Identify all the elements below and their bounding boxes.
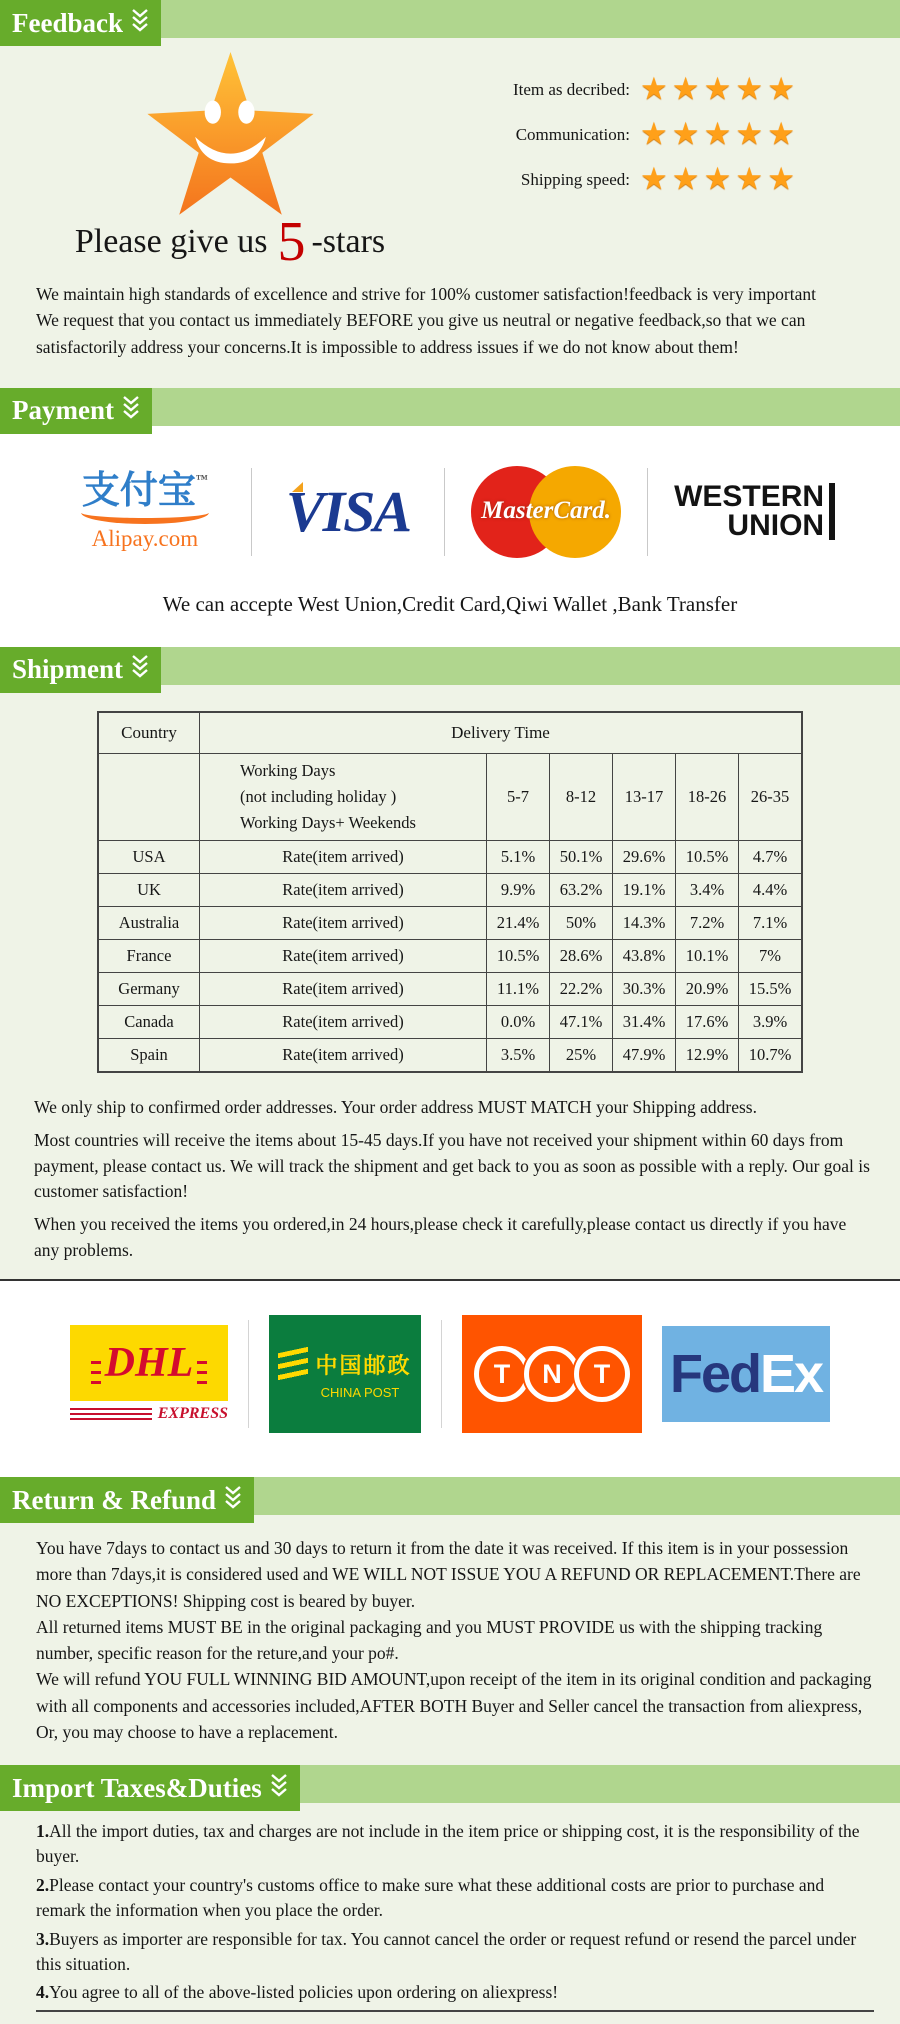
taxes-header bbox=[0, 1765, 300, 1811]
dhl-express-row bbox=[70, 1405, 228, 1423]
star-icon: ★ bbox=[671, 71, 704, 107]
five-star-icons bbox=[640, 116, 799, 152]
rate-cell: 5.1% bbox=[487, 840, 550, 873]
table-row bbox=[98, 753, 802, 840]
mastercard-text: MasterCard. bbox=[481, 496, 612, 524]
country-cell: France bbox=[98, 939, 200, 972]
payment-note: We can accepte West Union,Credit Card,Qiwi Wallet ,Bank Transfer bbox=[0, 576, 900, 647]
rate-label-cell: Rate(item arrived) bbox=[200, 972, 487, 1005]
day-range-cell: 26-35 bbox=[739, 753, 803, 840]
rate-label-cell: Rate(item arrived) bbox=[200, 1038, 487, 1072]
return-paragraph: We will refund YOU FULL WINNING BID AMOUNT,upon receipt of the item in its original condition and packaging with all components and accessories included,AFTER BOTH Buyer and Seller cancel the transaction from aliexpress, bbox=[36, 1669, 872, 1716]
tnt-logo bbox=[462, 1315, 642, 1433]
fedex-ex-text: Ex bbox=[759, 1344, 823, 1404]
table-row-australia bbox=[98, 906, 802, 939]
tax-item-1 bbox=[36, 1819, 874, 1870]
day-range-cell: 8-12 bbox=[550, 753, 613, 840]
rate-cell: 15.5% bbox=[739, 972, 803, 1005]
rate-cell: 47.1% bbox=[550, 1005, 613, 1038]
mastercard-logo bbox=[471, 466, 621, 558]
rate-cell: 47.9% bbox=[613, 1038, 676, 1072]
caption-number: 5 bbox=[277, 211, 306, 273]
rate-cell: 31.4% bbox=[613, 1005, 676, 1038]
shipment-paragraph: When you received the items you ordered,in 24 hours,please check it carefully,please contact us directly if you have any problems. bbox=[34, 1214, 847, 1260]
china-post-row bbox=[278, 1349, 411, 1380]
tnt-circle bbox=[524, 1346, 580, 1402]
table-row-france bbox=[98, 939, 802, 972]
taxes-section bbox=[0, 1803, 900, 2024]
return-paragraph: You have 7days to contact us and 30 days to return it from the date it was received. If this item is in your possession more than 7days,it is considered used and WE WILL NOT ISSUE YOU A REFUND OR REPLACEMENT.There are NO EXCEPTIONS! Shipping cost is beared by buyer. bbox=[36, 1538, 861, 1611]
star-icon: ★ bbox=[640, 71, 672, 107]
rate-cell: 4.4% bbox=[739, 873, 803, 906]
payment-logos-row bbox=[0, 426, 900, 576]
day-range-cell: 5-7 bbox=[487, 753, 550, 840]
table-row bbox=[98, 712, 802, 754]
working-days-cell bbox=[200, 753, 487, 840]
double-chevron-down-icon bbox=[122, 395, 140, 428]
star-icon: ★ bbox=[703, 71, 736, 107]
star-icon: ★ bbox=[671, 116, 704, 152]
double-chevron-down-icon bbox=[131, 654, 149, 687]
table-row-spain bbox=[98, 1038, 802, 1072]
tax-item-4 bbox=[36, 1980, 874, 2005]
taxes-section-bar bbox=[0, 1765, 900, 1803]
rate-cell: 10.5% bbox=[487, 939, 550, 972]
rating-rows bbox=[460, 52, 799, 261]
rate-cell: 14.3% bbox=[613, 906, 676, 939]
star-icon: ★ bbox=[735, 161, 768, 197]
shipment-header-text: Shipment bbox=[12, 654, 124, 685]
carrier-logos-row bbox=[0, 1281, 900, 1477]
dhl-yellow-box bbox=[70, 1325, 228, 1401]
rate-cell: 3.9% bbox=[739, 1005, 803, 1038]
working-days-line: Working Days+ Weekends bbox=[240, 812, 416, 832]
alipay-cn-chars: 支付宝 bbox=[81, 469, 196, 512]
star-icon: ★ bbox=[671, 161, 704, 197]
rating-label: Communication: bbox=[515, 124, 630, 144]
table-row-germany bbox=[98, 972, 802, 1005]
working-days-line: (not including holiday ) bbox=[240, 786, 397, 806]
logo-divider bbox=[248, 1320, 249, 1428]
rate-cell: 7.1% bbox=[739, 906, 803, 939]
dhl-express-text: EXPRESS bbox=[157, 1405, 228, 1422]
rate-cell: 43.8% bbox=[613, 939, 676, 972]
country-cell: Spain bbox=[98, 1038, 200, 1072]
dhl-stripes bbox=[70, 1408, 152, 1420]
rate-cell: 21.4% bbox=[487, 906, 550, 939]
payment-section-bar bbox=[0, 388, 900, 426]
rate-label-cell: Rate(item arrived) bbox=[200, 873, 487, 906]
country-cell: UK bbox=[98, 873, 200, 906]
double-chevron-down-icon bbox=[224, 1485, 242, 1518]
rate-cell: 10.1% bbox=[676, 939, 739, 972]
payment-section bbox=[0, 426, 900, 647]
feedback-header bbox=[0, 0, 161, 46]
star-icon: ★ bbox=[703, 116, 736, 152]
country-header-cell: Country bbox=[98, 712, 200, 754]
logo-divider bbox=[251, 468, 252, 556]
caption-prefix: Please give us bbox=[74, 223, 268, 260]
logo-divider bbox=[647, 468, 648, 556]
fedex-logo bbox=[662, 1326, 830, 1422]
star-icon: ★ bbox=[767, 161, 799, 197]
china-post-emblem-icon bbox=[278, 1347, 308, 1381]
rating-row-shipping-speed bbox=[460, 161, 799, 197]
tax-item-text: All the import duties, tax and charges are not include in the item price or shipping cost, it is the responsibility of the buyer. bbox=[36, 1821, 860, 1867]
rate-cell: 50% bbox=[550, 906, 613, 939]
tnt-circle bbox=[474, 1346, 530, 1402]
visa-text: VISA bbox=[285, 479, 411, 545]
dhl-text: DHL bbox=[79, 1339, 220, 1387]
rate-label-cell: Rate(item arrived) bbox=[200, 906, 487, 939]
china-post-chinese-text: 中国邮政 bbox=[315, 1352, 412, 1378]
rating-row-communication bbox=[460, 116, 799, 152]
double-chevron-down-icon bbox=[270, 1773, 288, 1806]
delivery-time-table bbox=[97, 711, 803, 1073]
feedback-line: We maintain high standards of excellence and strive for 100% customer satisfaction!feedback is very important bbox=[36, 284, 816, 304]
shipment-paragraph: Most countries will receive the items about 15-45 days.If you have not received your shipment within 60 days from payment, please contact us. We will track the shipment and get back to you as soon as possible with a reply. Our goal is customer satisfaction! bbox=[34, 1130, 870, 1201]
rate-cell: 3.5% bbox=[487, 1038, 550, 1072]
payment-header-text: Payment bbox=[12, 395, 114, 426]
western-union-line2: UNION bbox=[727, 508, 825, 542]
star-icon: ★ bbox=[735, 71, 768, 107]
feedback-section bbox=[0, 38, 900, 388]
alipay-logo bbox=[65, 469, 225, 552]
logo-divider bbox=[441, 1320, 442, 1428]
rate-cell: 12.9% bbox=[676, 1038, 739, 1072]
rate-cell: 4.7% bbox=[739, 840, 803, 873]
tax-item-text: Please contact your country's customs office to make sure what these additional costs are prior to purchase and remark the information when you place the order. bbox=[36, 1874, 825, 1921]
rate-cell: 7% bbox=[739, 939, 803, 972]
rate-cell: 10.5% bbox=[676, 840, 739, 873]
double-chevron-down-icon bbox=[131, 8, 149, 41]
feedback-header-text: Feedback bbox=[12, 7, 123, 38]
star-icon: ★ bbox=[735, 116, 768, 152]
return-header bbox=[0, 1477, 254, 1523]
tax-item-number: 3. bbox=[36, 1928, 50, 1949]
feedback-section-bar bbox=[0, 0, 900, 38]
shipment-section bbox=[0, 685, 900, 1281]
rate-label-cell: Rate(item arrived) bbox=[200, 1005, 487, 1038]
shipment-paragraph: We only ship to confirmed order addresses. Your order address MUST MATCH your Shipping address. bbox=[34, 1096, 757, 1117]
return-section-bar bbox=[0, 1477, 900, 1515]
rating-row-item-as-described bbox=[460, 71, 799, 107]
fedex-fed-text: Fed bbox=[669, 1344, 760, 1404]
shipment-header bbox=[0, 647, 161, 693]
empty-cell bbox=[98, 753, 200, 840]
tax-item-text: Buyers as importer are responsible for tax. You cannot cancel the order or request refund or resend the parcel under this situation. bbox=[36, 1928, 857, 1974]
rate-cell: 50.1% bbox=[550, 840, 613, 873]
rate-cell: 7.2% bbox=[676, 906, 739, 939]
table-row-canada bbox=[98, 1005, 802, 1038]
rating-label: Shipping speed: bbox=[520, 169, 630, 189]
star-icon: ★ bbox=[703, 161, 736, 197]
rate-label-cell: Rate(item arrived) bbox=[200, 840, 487, 873]
country-cell: USA bbox=[98, 840, 200, 873]
return-paragraph: Or, you may choose to have a replacement. bbox=[36, 1721, 339, 1742]
rating-label: Item as decribed: bbox=[512, 79, 630, 99]
china-post-logo bbox=[269, 1315, 421, 1433]
day-range-cell: 18-26 bbox=[676, 753, 739, 840]
visa-flag-accent bbox=[292, 482, 303, 492]
five-star-icons bbox=[640, 71, 799, 107]
rate-cell: 19.1% bbox=[613, 873, 676, 906]
rate-cell: 10.7% bbox=[739, 1038, 803, 1072]
table-row-usa bbox=[98, 840, 802, 873]
shipment-section-bar bbox=[0, 647, 900, 685]
bottom-divider bbox=[36, 2010, 874, 2012]
rate-cell: 3.4% bbox=[676, 873, 739, 906]
visa-logo bbox=[278, 478, 418, 545]
rate-label-cell: Rate(item arrived) bbox=[200, 939, 487, 972]
western-union-line1: WESTERN bbox=[674, 480, 825, 514]
rate-cell: 9.9% bbox=[487, 873, 550, 906]
logo-divider bbox=[444, 468, 445, 556]
return-section bbox=[0, 1515, 900, 1765]
rate-cell: 22.2% bbox=[550, 972, 613, 1005]
star-icon: ★ bbox=[640, 161, 672, 197]
caption-suffix: -stars bbox=[311, 223, 386, 260]
tax-item-2 bbox=[36, 1873, 874, 1924]
country-cell: Australia bbox=[98, 906, 200, 939]
tnt-letter: T bbox=[493, 1358, 511, 1389]
shipment-paragraphs bbox=[0, 1073, 900, 1263]
smiley-star-block bbox=[0, 52, 460, 273]
tax-item-number: 4. bbox=[36, 1982, 50, 2003]
rate-cell: 28.6% bbox=[550, 939, 613, 972]
delivery-time-header-cell: Delivery Time bbox=[200, 712, 803, 754]
working-days-line: Working Days bbox=[240, 761, 336, 781]
return-header-text: Return & Refund bbox=[12, 1484, 217, 1515]
taxes-header-text: Import Taxes&Duties bbox=[12, 1772, 262, 1803]
five-stars-caption bbox=[0, 211, 460, 273]
china-post-english-text: CHINA POST bbox=[320, 1384, 400, 1400]
alipay-url-text: Alipay.com bbox=[91, 525, 199, 551]
rate-cell: 30.3% bbox=[613, 972, 676, 1005]
feedback-line: satisfactorily address your concerns.It is impossible to address issues if we do not know about them! bbox=[36, 336, 739, 357]
alipay-chinese-text bbox=[65, 469, 225, 512]
rate-cell: 17.6% bbox=[676, 1005, 739, 1038]
star-icon: ★ bbox=[640, 116, 672, 152]
five-star-icons bbox=[640, 161, 799, 197]
day-range-cell: 13-17 bbox=[613, 753, 676, 840]
rate-cell: 25% bbox=[550, 1038, 613, 1072]
rate-cell: 11.1% bbox=[487, 972, 550, 1005]
star-icon: ★ bbox=[767, 71, 799, 107]
feedback-paragraph bbox=[0, 261, 900, 386]
tax-item-number: 1. bbox=[36, 1821, 50, 1841]
country-cell: Canada bbox=[98, 1005, 200, 1038]
table-row-uk bbox=[98, 873, 802, 906]
tax-item-text: You agree to all of the above-listed policies upon ordering on aliexpress! bbox=[49, 1982, 559, 2003]
tax-item-3 bbox=[36, 1927, 874, 1978]
western-union-logo bbox=[674, 480, 835, 542]
alipay-tm: ™ bbox=[195, 471, 208, 486]
tnt-letter: T bbox=[593, 1358, 611, 1389]
tnt-letter: N bbox=[542, 1358, 562, 1389]
rate-cell: 29.6% bbox=[613, 840, 676, 873]
rate-cell: 63.2% bbox=[550, 873, 613, 906]
country-cell: Germany bbox=[98, 972, 200, 1005]
feedback-line: We request that you contact us immediately BEFORE you give us neutral or negative feedback,so that we can bbox=[36, 310, 806, 331]
dhl-logo bbox=[70, 1325, 228, 1423]
rate-cell: 20.9% bbox=[676, 972, 739, 1005]
star-icon: ★ bbox=[767, 116, 799, 152]
return-paragraph: All returned items MUST BE in the original packaging and you MUST PROVIDE us with the shipping tracking number, specific reason for the reture,and your po#. bbox=[36, 1616, 823, 1663]
rate-cell: 0.0% bbox=[487, 1005, 550, 1038]
tnt-circle bbox=[574, 1346, 630, 1402]
payment-header bbox=[0, 388, 152, 434]
tax-item-number: 2. bbox=[36, 1874, 50, 1895]
